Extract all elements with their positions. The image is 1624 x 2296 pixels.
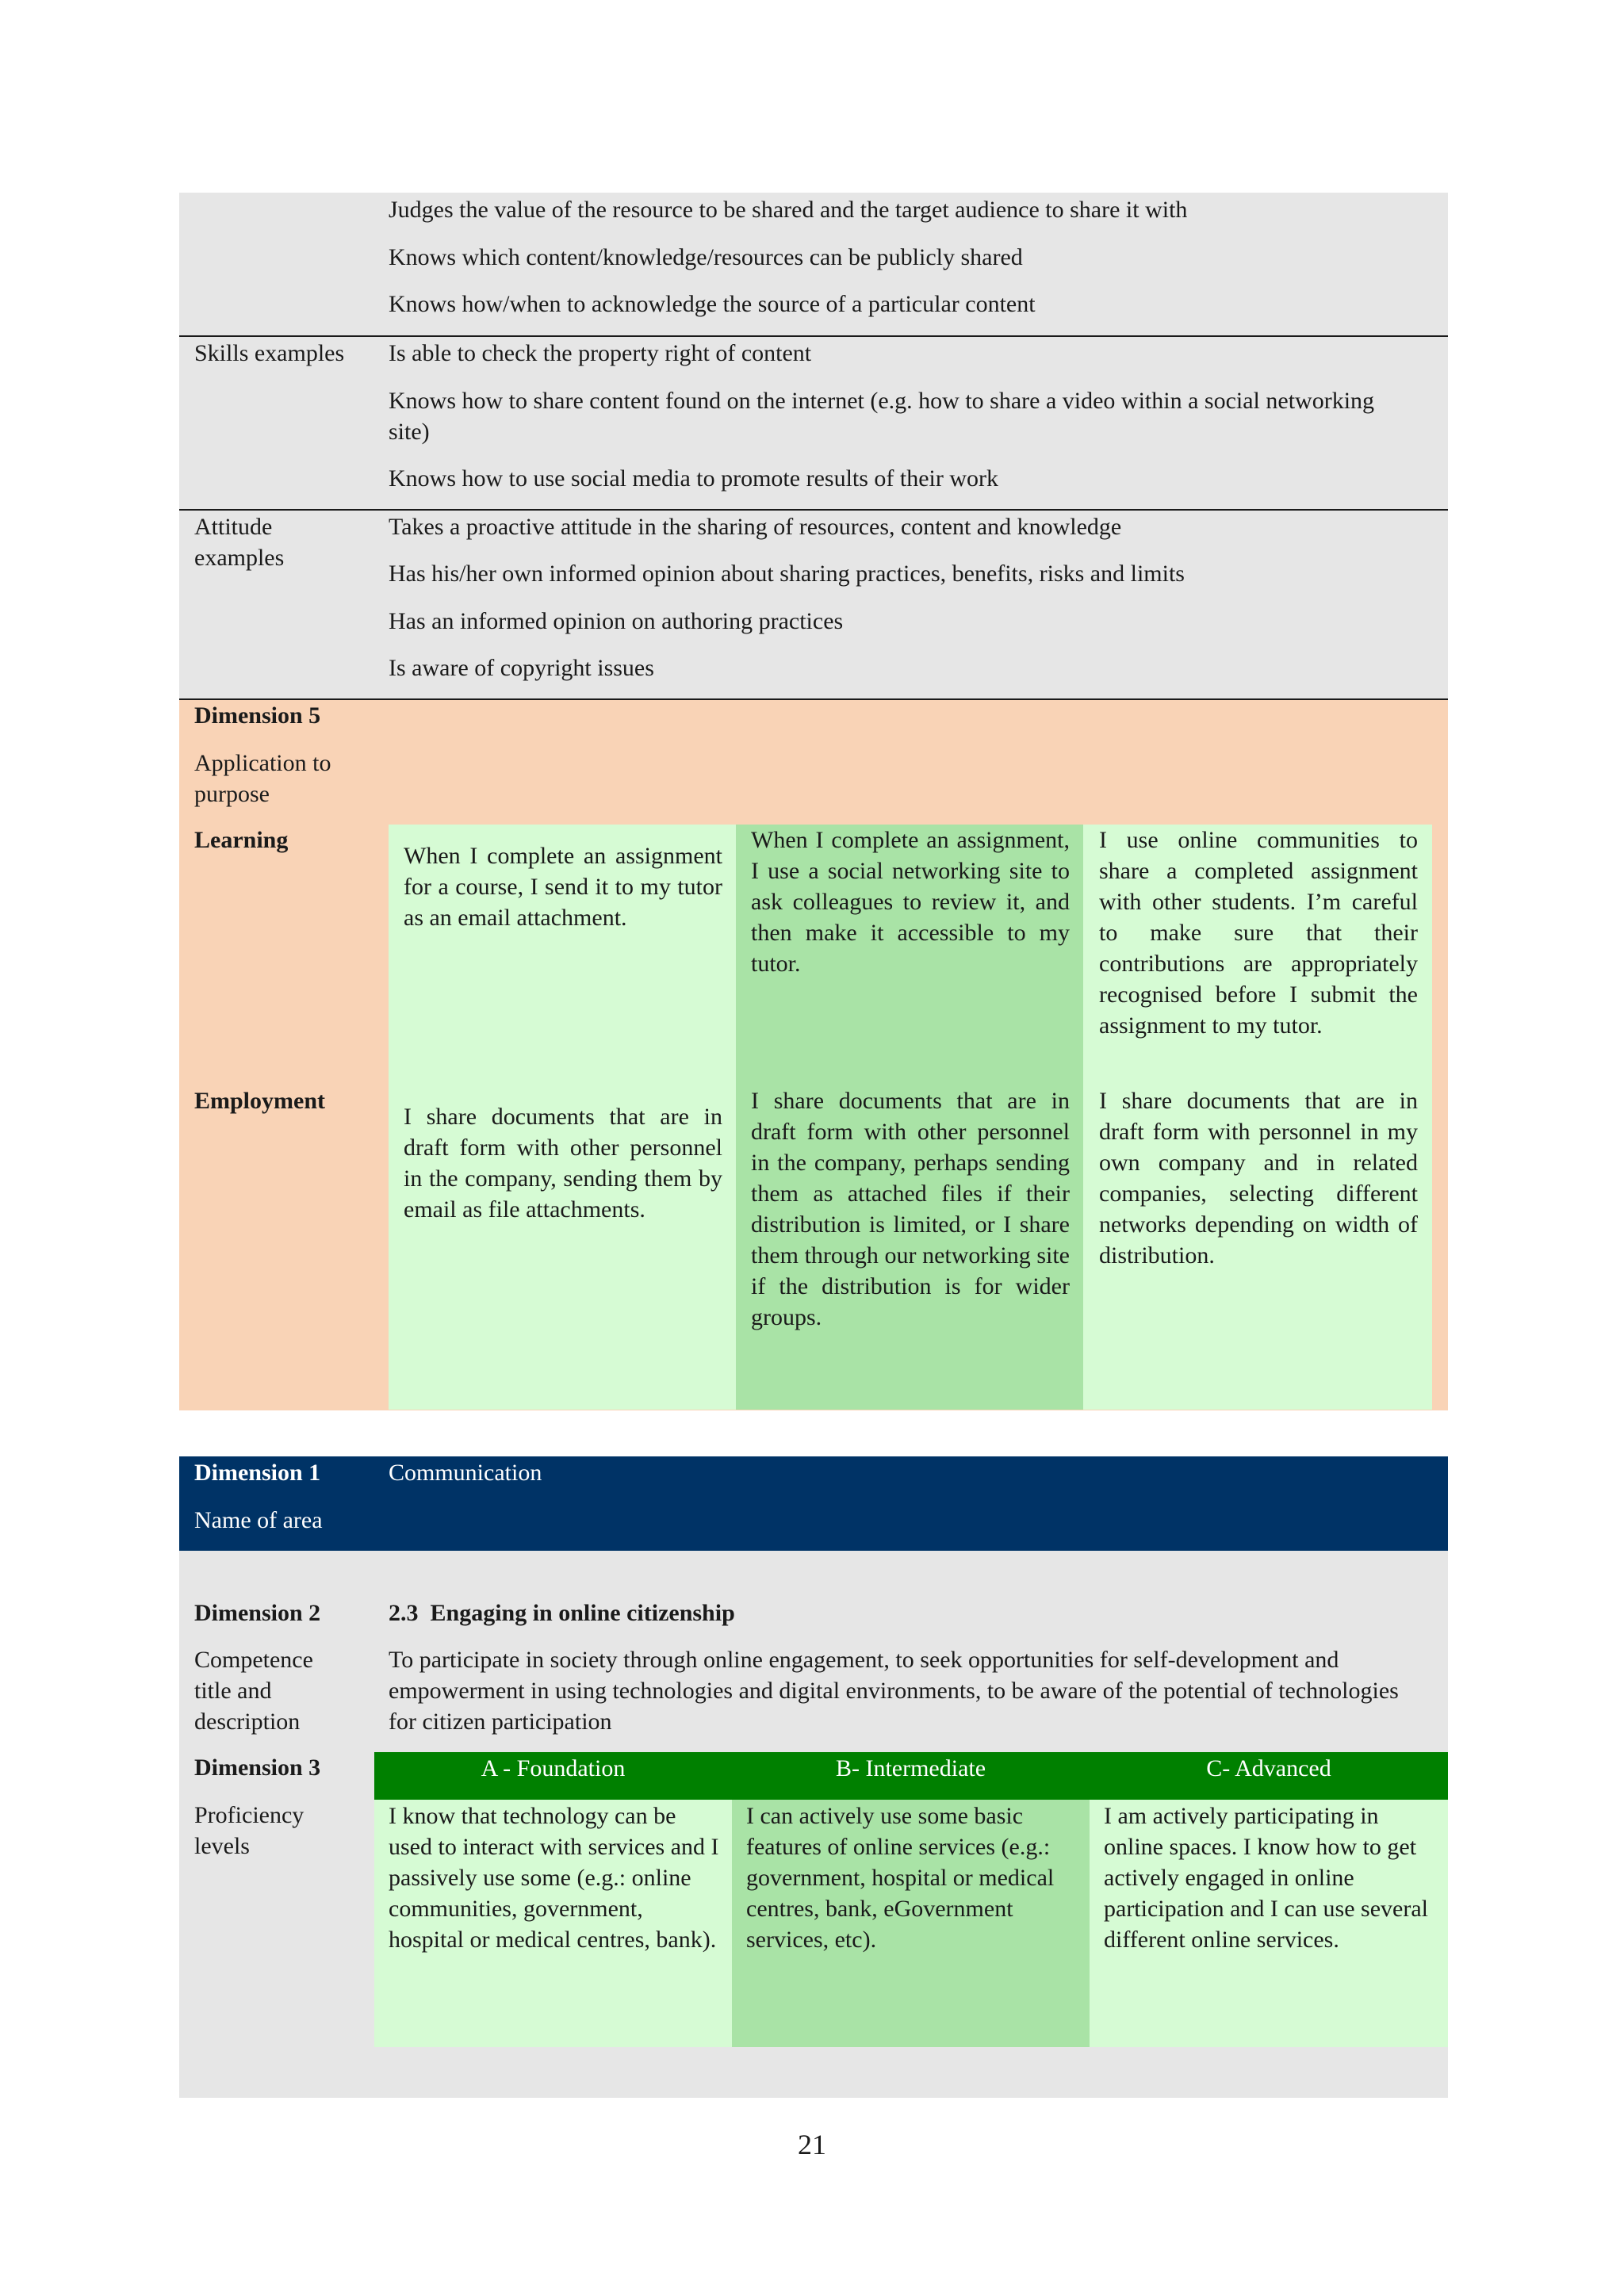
skills-label: Skills examples	[194, 340, 345, 366]
dimension2-label: Competence title and description	[194, 1647, 313, 1735]
dimension1-value: Communication	[389, 1460, 542, 1486]
employment-cell-a: I share documents that are in draft form with other personnel in the company, sending them by email as file attachments.	[404, 1104, 722, 1223]
level-b-header: B- Intermediate	[835, 1755, 986, 1781]
skills-line: Knows how to share content found on the internet (e.g. how to share a video within a social networking site)	[389, 388, 1375, 445]
dimension1-heading: Dimension 1	[194, 1460, 321, 1486]
dimension3-heading: Dimension 3	[194, 1755, 321, 1781]
competence-description: To participate in society through online engagement, to seek opportunities for self-development and empowerment in using technologies and digital environments, to be aware of the potential of technologies for citizen participation	[389, 1647, 1399, 1735]
skills-line: Is able to check the property right of content	[389, 340, 812, 366]
dimension5-subheading: Application to purpose	[194, 750, 331, 807]
learning-cell-b: When I complete an assignment, I use a social networking site to ask colleagues to review it, and then make it accessible to my tutor.	[751, 827, 1070, 977]
level-b-text: I can actively use some basic features of online services (e.g.: government, hospital or medical centres, bank, eGovernment services, etc).	[746, 1803, 1055, 1953]
dimension1-band	[179, 1456, 1448, 1551]
dimension2-heading: Dimension 2	[194, 1600, 321, 1626]
attitude-label: Attitude examples	[194, 514, 285, 571]
employment-cell-b: I share documents that are in draft form with other personnel in the company, perhaps sending them as attached files if their distribution is limited, or I share them through our networking site if the distribution is for wider groups.	[751, 1088, 1070, 1330]
learning-label: Learning	[194, 827, 289, 853]
learning-cell-c: I use online communities to share a completed assignment with other students. I’m careful to make sure that their contributions are appropriately recognised before I submit the assignment to my tutor.	[1099, 827, 1418, 1039]
employment-label: Employment	[194, 1088, 325, 1114]
employment-cell-c: I share documents that are in draft form with personnel in my own company and in related companies, selecting different networks depending on width of distribution.	[1099, 1088, 1418, 1269]
attitude-line: Has an informed opinion on authoring practices	[389, 608, 844, 634]
dimension1-label: Name of area	[194, 1507, 323, 1533]
skills-line: Knows how to use social media to promote results of their work	[389, 465, 999, 492]
attitude-line: Is aware of copyright issues	[389, 655, 654, 681]
intro-line: Knows how/when to acknowledge the source of a particular content	[389, 291, 1036, 317]
level-c-header: C- Advanced	[1206, 1755, 1331, 1781]
attitude-line: Has his/her own informed opinion about sharing practices, benefits, risks and limits	[389, 561, 1185, 587]
intro-line: Knows which content/knowledge/resources can be publicly shared	[389, 244, 1023, 270]
divider	[179, 335, 1448, 337]
level-a-text: I know that technology can be used to interact with services and I passively use some (e.g.: online communities, government, hospital or medical centres, bank).	[389, 1803, 719, 1953]
attitude-line: Takes a proactive attitude in the sharing of resources, content and knowledge	[389, 514, 1122, 540]
dimension3-label: Proficiency levels	[194, 1802, 304, 1859]
page-number: 21	[798, 2129, 826, 2160]
competence-title: 2.3 Engaging in online citizenship	[389, 1600, 735, 1626]
level-c-text: I am actively participating in online spaces. I know how to get actively engaged in online participation and I can use several different online services.	[1104, 1803, 1428, 1953]
divider	[179, 509, 1448, 511]
learning-cell-a: When I complete an assignment for a course, I send it to my tutor as an email attachment.	[404, 843, 722, 931]
intro-line: Judges the value of the resource to be shared and the target audience to share it with	[389, 197, 1188, 223]
level-a-header: A - Foundation	[481, 1755, 626, 1781]
dimension5-heading: Dimension 5	[194, 702, 321, 729]
